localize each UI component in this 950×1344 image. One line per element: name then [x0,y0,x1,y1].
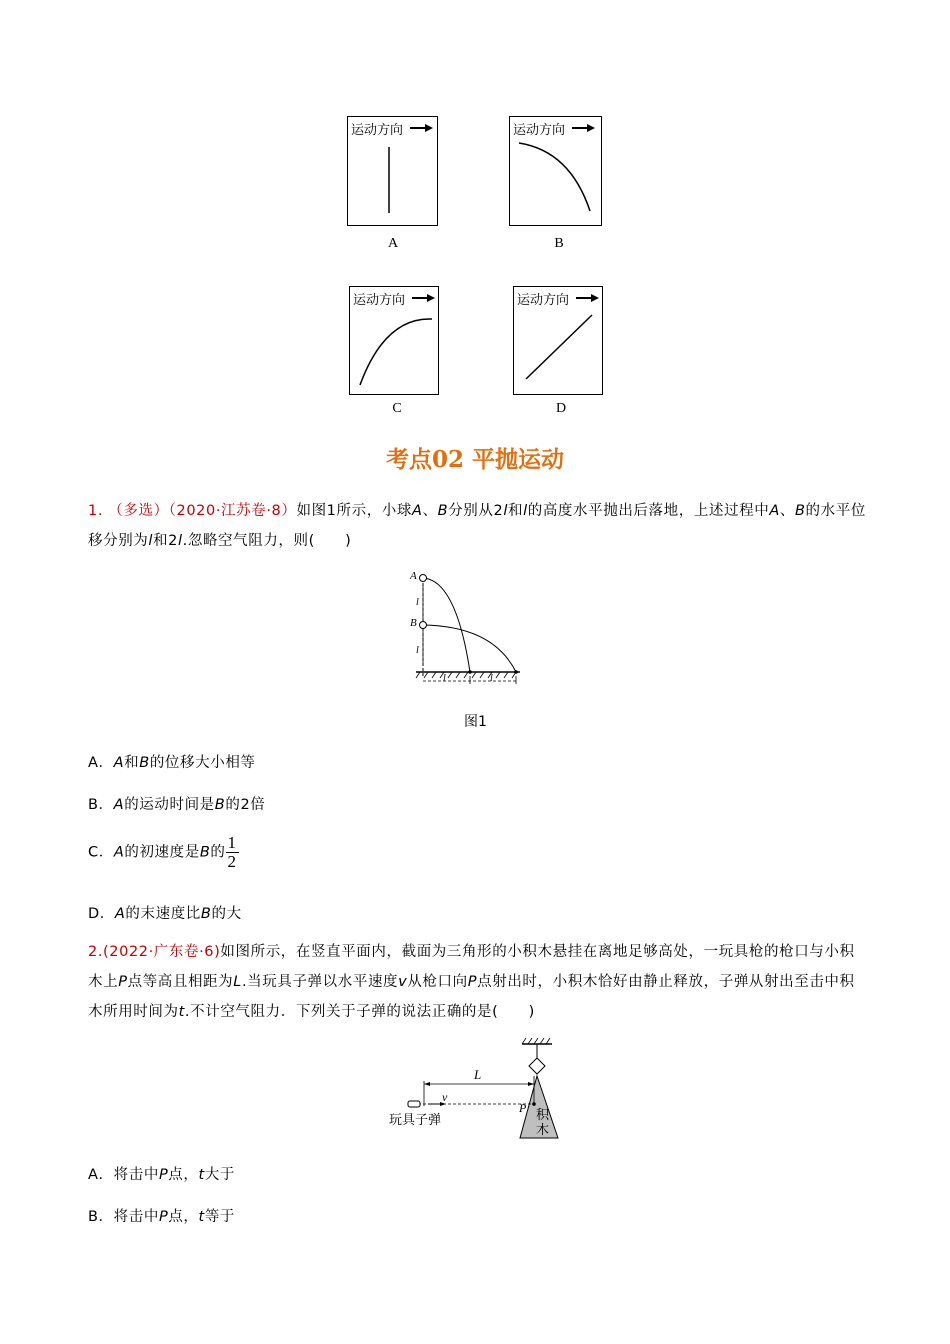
text: 的运动时间是 [124,797,215,813]
var: B [139,755,150,771]
figure-1-label-l1: l [416,597,419,608]
var: B [200,906,212,922]
figure-2-label-p: P [519,1101,527,1115]
var: B [794,503,806,519]
trajectory-vertical [348,117,439,227]
var: t [198,1209,205,1225]
panel-d-caption: D [555,401,567,416]
text: 的水平位移分别为 [88,503,866,549]
text: 的 [210,844,226,861]
option-letter: D． [88,906,115,922]
panel-b-caption: B [554,236,564,251]
panel-c-label: 运动方向 [353,292,406,307]
figure-2-label-v: v [442,1090,448,1104]
panel-d-label: 运动方向 [517,292,570,307]
text: 点等高且相距为 [127,974,234,990]
var: B [437,503,449,519]
text: 大于 [204,1167,235,1183]
var: L [233,974,242,990]
panel-a-label: 运动方向 [351,122,404,137]
text: 将击中 [113,1167,159,1183]
figure-2-block-label-2: 木 [536,1123,550,1138]
panel-a-caption: A [387,236,399,251]
var: A [114,906,126,922]
panel-b [509,116,602,226]
q1-option-b[interactable] [88,793,265,814]
text: 点射出时，小积木恰好由静止释放，子弹从射出至击中积木所用时间为 [88,974,855,1020]
figure-2-block-label-1: 积 [536,1108,550,1123]
fraction-denominator: 2 [227,852,237,871]
figure-1-label-l2: l [416,645,419,656]
q1-option-c[interactable] [88,834,239,871]
var: P [118,974,128,990]
trajectory-curve-down [510,117,603,227]
question-1-text [88,496,868,556]
text: 的高度水平抛出后落地，上述过程中 [527,503,770,519]
var: B [214,797,226,813]
var: A [113,797,125,813]
text: 的位移大小相等 [149,755,256,771]
panel-a [347,116,438,226]
figure-1-label-a: A [410,570,417,582]
option-letter: B． [88,797,114,813]
figure-2-label-l: L [474,1067,482,1082]
panel-c-caption: C [392,401,402,416]
var: P [158,1167,169,1183]
var: v [398,974,408,990]
text: 等于 [204,1209,236,1225]
text: .当玩具子弹以水平速度 [241,974,399,990]
text: 、 [422,503,438,519]
var: l [148,533,154,549]
figure-1 [398,568,528,686]
section-title: 考点02 平抛运动 [385,446,564,473]
question-tag: （多选）（2020·江苏卷·8） [108,503,297,519]
text: 的末速度比 [125,906,201,922]
option-letter: C． [88,844,114,861]
text: 点， [168,1167,199,1183]
var: P [467,974,478,990]
option-letter: A． [88,755,114,771]
text: .不计空气阻力．下列关于子弹的说法正确的是( ) [184,1004,535,1020]
text: 和 [124,755,140,771]
var: l [523,503,528,519]
text: 和 [507,503,524,519]
trajectory-curve-up [350,287,440,396]
var: l [177,533,183,549]
text: 的大 [211,906,242,922]
text: 的初速度是 [124,844,200,861]
var: l [503,503,508,519]
text: 将击中 [113,1209,159,1225]
figure-1-label-b: B [410,617,417,629]
q1-option-d[interactable] [88,902,242,923]
text: .忽略空气阻力，则( ) [182,533,352,549]
question-number: 1. [88,503,104,519]
panel-b-label: 运动方向 [513,122,566,137]
question-tag: 2.(2022·广东卷·6) [88,944,221,960]
figure-1-label-l4: l [490,673,493,684]
option-letter: A． [88,1167,114,1183]
var: A [412,503,423,519]
fraction [226,834,239,871]
var: t [198,1167,205,1183]
option-letter: B． [88,1209,114,1225]
fraction-numerator: 1 [227,833,237,852]
text: 的2倍 [225,797,266,813]
var: A [113,844,125,861]
var: t [178,1004,185,1020]
text: 分别从2 [448,503,504,519]
q1-option-a[interactable] [88,751,256,772]
figure-2-gun-label: 玩具子弹 [389,1113,442,1128]
text: 从枪口向 [407,974,468,990]
var: A [769,503,780,519]
q2-option-a[interactable] [88,1163,235,1184]
text: 、 [779,503,795,519]
q2-option-b[interactable] [88,1205,235,1226]
figure-1-caption: 图1 [464,714,487,730]
panel-c [349,286,439,395]
var: A [113,755,125,771]
text: 如图所示，在竖直平面内，截面为三角形的小积木悬挂在离地足够高处，一玩具枪的枪口与小积木上 [88,944,855,990]
question-2-text [88,937,868,1027]
var: P [158,1209,169,1225]
trajectory-straight [514,287,604,396]
text: 如图1所示，小球 [296,503,412,519]
panel-d [513,286,603,395]
var: B [199,844,211,861]
text: 点， [168,1209,199,1225]
text: 和2 [153,533,178,549]
figure-1-label-l3: l [443,673,446,684]
